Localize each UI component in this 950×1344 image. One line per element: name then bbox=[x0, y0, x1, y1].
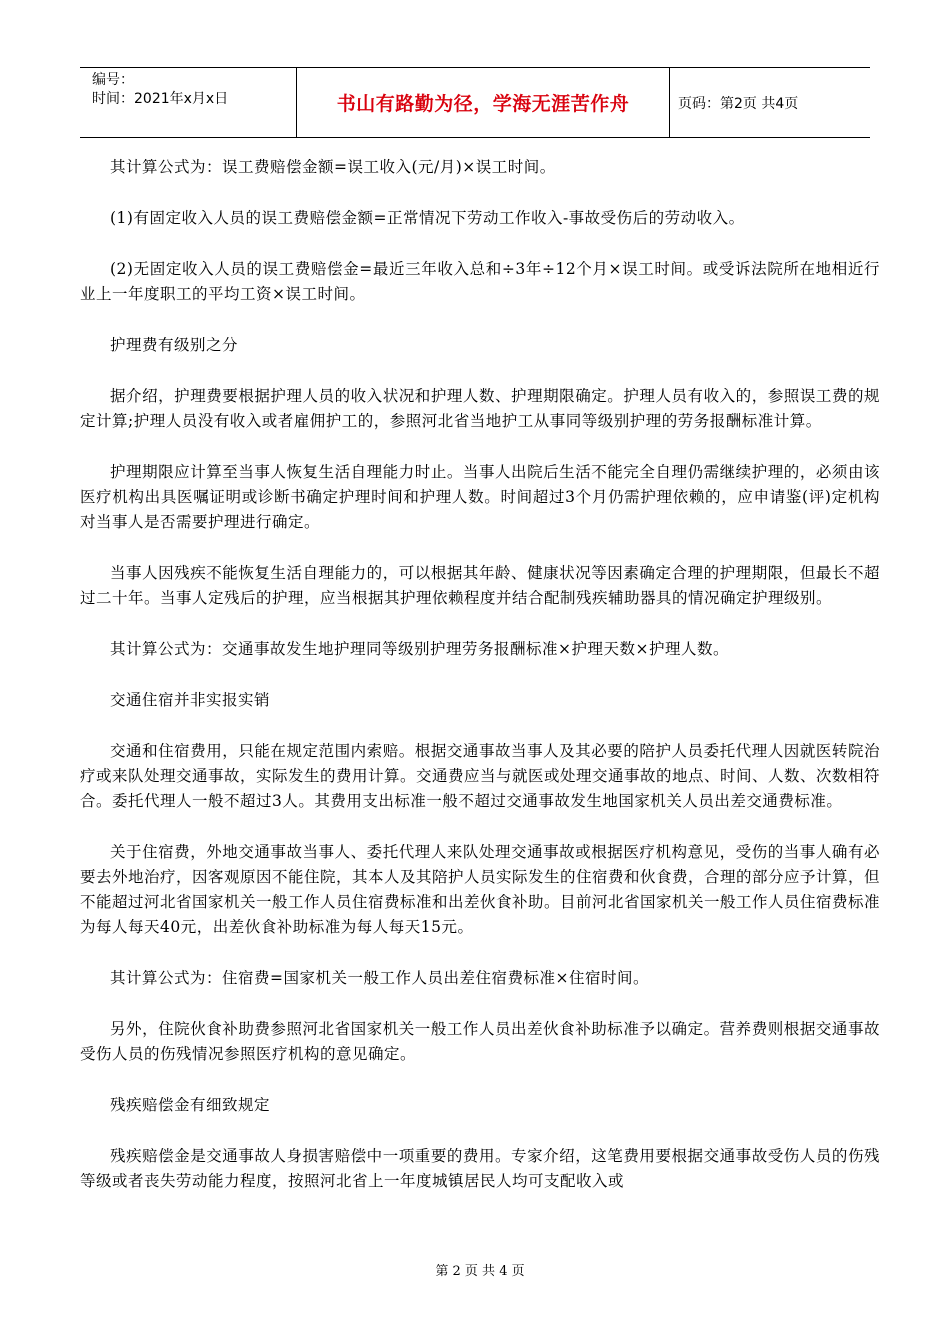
paragraph: (2)无固定收入人员的误工费赔偿金=最近三年收入总和÷3年÷12个月×误工时间。或受诉法院所在地相近行业上一年度职工的平均工资×误工时间。 bbox=[80, 260, 880, 303]
page-footer: 第 2 页 共 4 页 bbox=[435, 1264, 525, 1279]
paragraph: 当事人因残疾不能恢复生活自理能力的，可以根据其年龄、健康状况等因素确定合理的护理期限，但最长不超过二十年。当事人定残后的护理，应当根据其护理依赖程度并结合配制残疾辅助器具的情况确定护理级别。 bbox=[80, 564, 880, 607]
header-meta bbox=[80, 68, 297, 137]
paragraph: 其计算公式为：住宿费=国家机关一般工作人员出差住宿费标准×住宿时间。 bbox=[110, 969, 649, 987]
paragraph: 关于住宿费，外地交通事故当事人、委托代理人来队处理交通事故或根据医疗机构意见，受伤的当事人确有必要去外地治疗，因客观原因不能住院，其本人及其陪护人员实际发生的住宿费和伙食费，合理的部分应予计算，但不能超过河北省国家机关一般工作人员住宿费标准和出差伙食补助。目前河北省国家机关一般工作人员住宿费标准为每人每天40元，出差伙食补助标准为每人每天15元。 bbox=[80, 843, 881, 936]
section-heading: 护理费有级别之分 bbox=[110, 336, 239, 354]
section-heading: 残疾赔偿金有细致规定 bbox=[110, 1096, 271, 1114]
paragraph: 护理期限应计算至当事人恢复生活自理能力时止。当事人出院后生活不能完全自理仍需继续护理的，必须由该医疗机构出具医嘱证明或诊断书确定护理时间和护理人数。时间超过3个月仍需护理依赖的，应申请鉴(评)定机构对当事人是否需要护理进行确定。 bbox=[80, 463, 880, 531]
document-body bbox=[80, 155, 880, 1220]
paragraph: 交通和住宿费用，只能在规定范围内索赔。根据交通事故当事人及其必要的陪护人员委托代理人因就医转院治疗或来队处理交通事故，实际发生的费用计算。交通费应当与就医或处理交通事故的地点、时间、人数、次数相符合。委托代理人一般不超过3人。其费用支出标准一般不超过交通事故发生地国家机关人员出差交通费标准。 bbox=[80, 742, 881, 810]
paragraph: 据介绍，护理费要根据护理人员的收入状况和护理人数、护理期限确定。护理人员有收入的，参照误工费的规定计算;护理人员没有收入或者雇佣护工的，参照河北省当地护工从事同等级别护理的劳务报酬标准计算。 bbox=[80, 387, 880, 430]
header-page-number: 页码：第2页 共4页 bbox=[678, 95, 799, 112]
paragraph: 其计算公式为：误工费赔偿金额=误工收入(元/月)×误工时间。 bbox=[110, 158, 556, 176]
section-heading: 交通住宿并非实报实销 bbox=[110, 691, 271, 709]
document-header bbox=[80, 67, 870, 138]
header-date: 时间：2021年x月x日 bbox=[92, 91, 229, 107]
paragraph: 另外，住院伙食补助费参照河北省国家机关一般工作人员出差伙食补助标准予以确定。营养费则根据交通事故受伤人员的伤残情况参照医疗机构的意见确定。 bbox=[80, 1020, 880, 1063]
paragraph: (1)有固定收入人员的误工费赔偿金额=正常情况下劳动工作收入-事故受伤后的劳动收入。 bbox=[110, 209, 745, 227]
paragraph: 其计算公式为：交通事故发生地护理同等级别护理劳务报酬标准×护理天数×护理人数。 bbox=[110, 640, 729, 658]
header-motto: 书山有路勤为径，学海无涯苦作舟 bbox=[297, 68, 670, 137]
paragraph: 残疾赔偿金是交通事故人身损害赔偿中一项重要的费用。专家介绍，这笔费用要根据交通事故受伤人员的伤残等级或者丧失劳动能力程度，按照河北省上一年度城镇居民人均可支配收入或 bbox=[80, 1147, 880, 1190]
header-number: 编号： bbox=[92, 72, 134, 88]
